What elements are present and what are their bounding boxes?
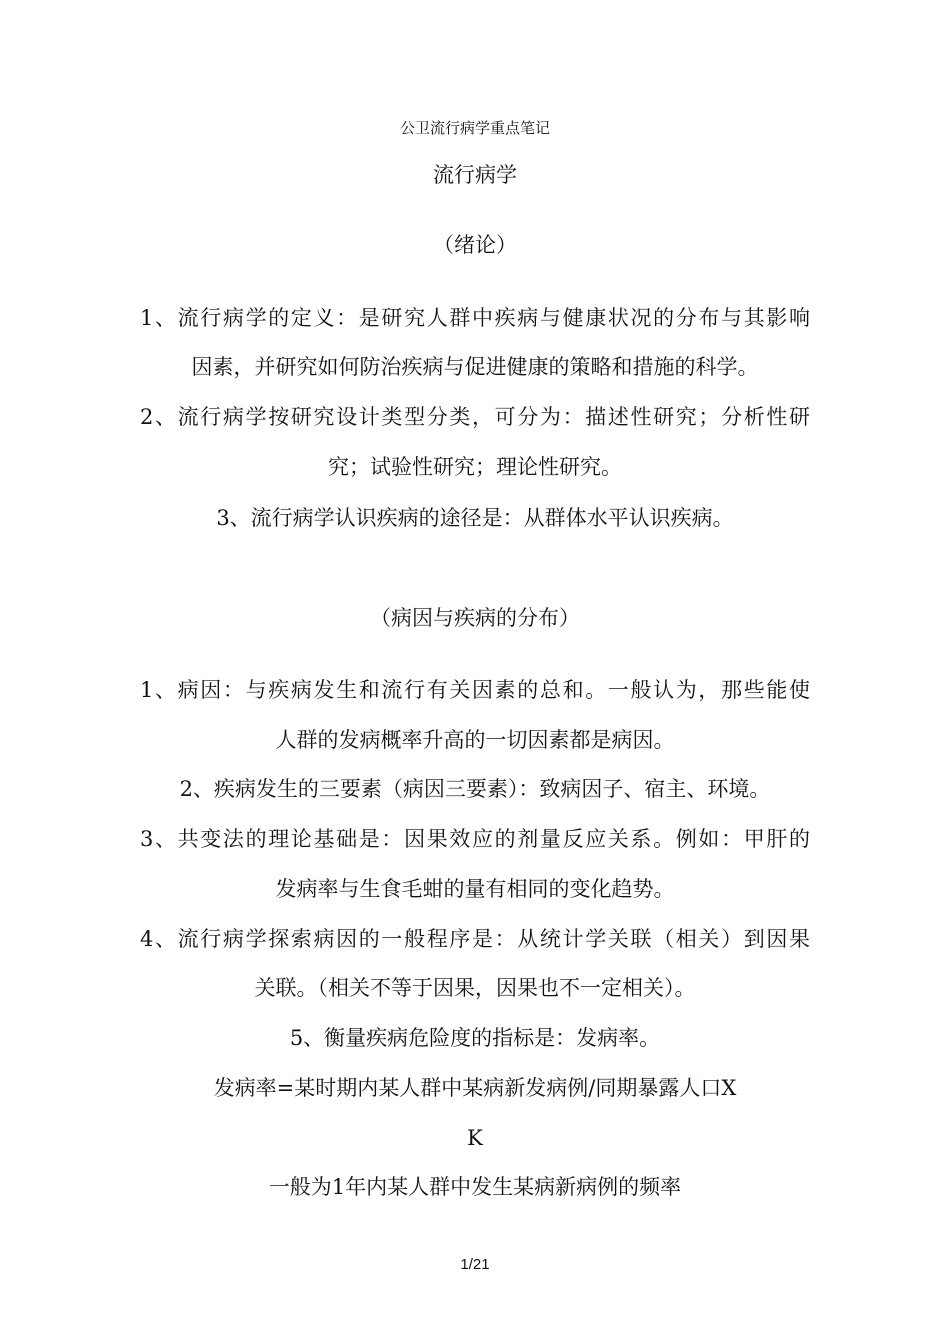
paragraph-line: 关联。（相关不等于因果，因果也不一定相关）。 xyxy=(254,976,696,1000)
paragraph-line: 1、流行病学的定义：是研究人群中疾病与健康状况的分布与其影响 xyxy=(140,306,810,330)
paragraph-line: 4、流行病学探索病因的一般程序是：从统计学关联（相关）到因果 xyxy=(140,927,810,951)
paragraph-line: 5、衡量疾病危险度的指标是：发病率。 xyxy=(289,1026,661,1050)
paragraph-line: 一般为1年内某人群中发生某病新病例的频率 xyxy=(268,1175,682,1199)
section-heading-etiology: （病因与疾病的分布） xyxy=(370,606,580,630)
page-number: 1/21 xyxy=(460,1256,490,1273)
paragraph-line: 人群的发病概率升高的一切因素都是病因。 xyxy=(275,728,675,752)
formula-constant-line: K xyxy=(467,1126,483,1150)
paragraph-line: 3、共变法的理论基础是：因果效应的剂量反应关系。例如：甲肝的 xyxy=(140,827,810,851)
paragraph-line: 2、流行病学按研究设计类型分类，可分为：描述性研究；分析性研 xyxy=(140,405,810,429)
paragraph-line: 1、病因：与疾病发生和流行有关因素的总和。一般认为，那些能使 xyxy=(140,678,810,702)
document-header-title: 公卫流行病学重点笔记 xyxy=(399,119,550,137)
paragraph-line: 2、疾病发生的三要素（病因三要素）：致病因子、宿主、环境。 xyxy=(179,777,771,801)
page-title: 流行病学 xyxy=(433,163,517,187)
section-heading-introduction: （绪论） xyxy=(433,233,517,257)
formula-line: 发病率=某时期内某人群中某病新发病例/同期暴露人口X xyxy=(213,1076,737,1100)
paragraph-line: 究；试验性研究；理论性研究。 xyxy=(328,455,622,479)
paragraph-line: 3、流行病学认识疾病的途径是：从群体水平认识疾病。 xyxy=(216,506,734,530)
paragraph-line: 因素，并研究如何防治疾病与促进健康的策略和措施的科学。 xyxy=(191,355,759,379)
paragraph-line: 发病率与生食毛蚶的量有相同的变化趋势。 xyxy=(275,877,675,901)
